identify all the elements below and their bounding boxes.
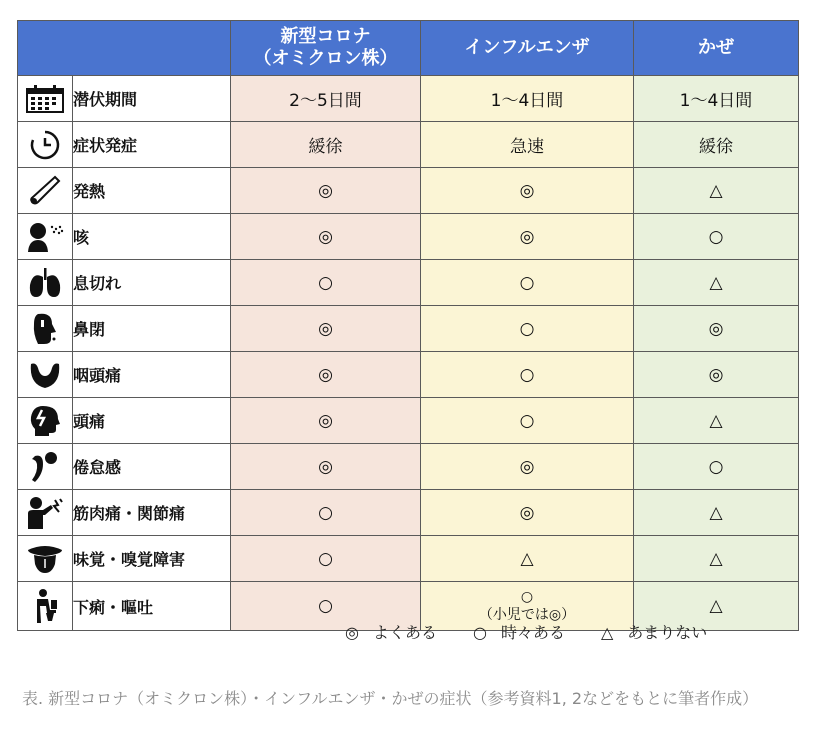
cell-cold: 1〜4日間 — [634, 76, 799, 122]
legend-sometimes-symbol: ○ — [472, 623, 487, 642]
cell-cold: △ — [634, 582, 799, 631]
row-label: 潜伏期間 — [73, 76, 231, 122]
legend — [345, 620, 707, 643]
cough-icon — [25, 221, 65, 253]
row-label: 咳 — [73, 214, 231, 260]
legend-often-label: よくある — [372, 623, 437, 642]
table-row — [18, 306, 799, 352]
cell-covid: ○ — [231, 260, 421, 306]
cell-flu: △ — [421, 536, 634, 582]
row-label: 筋肉痛・関節痛 — [73, 490, 231, 536]
cell-flu-value: ○ — [520, 589, 534, 605]
header-blank — [18, 21, 231, 76]
header-flu: インフルエンザ — [421, 21, 634, 76]
tongue-icon — [26, 544, 64, 574]
cell-flu: ◎ — [421, 214, 634, 260]
cell-flu-note: （小児では◎） — [478, 607, 576, 623]
cell-cold: 緩徐 — [634, 122, 799, 168]
cell-flu: ○ — [421, 306, 634, 352]
throat-icon — [28, 360, 62, 390]
cell-flu: ○ — [421, 398, 634, 444]
cell-covid: ◎ — [231, 352, 421, 398]
table-row — [18, 122, 799, 168]
toilet-icon — [30, 588, 60, 624]
table-row — [18, 168, 799, 214]
cell-cold: ○ — [634, 214, 799, 260]
cell-cold: △ — [634, 398, 799, 444]
row-label: 下痢・嘔吐 — [73, 582, 231, 631]
header-covid-line1: 新型コロナ — [280, 26, 371, 47]
table-row — [18, 398, 799, 444]
cell-cold: ○ — [634, 444, 799, 490]
header-cold: かぜ — [634, 21, 799, 76]
cell-flu: ◎ — [421, 444, 634, 490]
thermometer-icon — [28, 174, 62, 208]
cell-flu: ◎ — [421, 168, 634, 214]
clock-icon — [29, 129, 61, 161]
cell-cold: △ — [634, 260, 799, 306]
legend-often-symbol: ◎ — [345, 623, 359, 642]
legend-sometimes-label: 時々ある — [500, 623, 565, 642]
cell-cold: △ — [634, 490, 799, 536]
table-row — [18, 214, 799, 260]
legend-rarely-label: あまりない — [627, 623, 708, 642]
row-label: 咽頭痛 — [73, 352, 231, 398]
cell-covid: ○ — [231, 582, 421, 631]
row-label: 倦怠感 — [73, 444, 231, 490]
cell-flu: ◎ — [421, 490, 634, 536]
symptom-table — [17, 20, 799, 631]
cell-covid: ◎ — [231, 168, 421, 214]
cell-covid: ◎ — [231, 444, 421, 490]
legend-rarely-symbol: △ — [600, 623, 614, 642]
cell-flu: ○ — [421, 352, 634, 398]
lungs-icon — [27, 267, 63, 299]
cell-flu: 急速 — [421, 122, 634, 168]
cell-cold: △ — [634, 168, 799, 214]
table-row — [18, 76, 799, 122]
cell-cold: ◎ — [634, 306, 799, 352]
table-row — [18, 536, 799, 582]
cell-flu: ○ — [421, 260, 634, 306]
calendar-icon — [26, 85, 64, 113]
table-row — [18, 352, 799, 398]
table-caption: 表. 新型コロナ（オミクロン株）・インフルエンザ・かぜの症状（参考資料1, 2などをもとに筆者作成） — [22, 689, 759, 708]
cell-covid: ◎ — [231, 398, 421, 444]
cell-covid: 緩徐 — [231, 122, 421, 168]
table-row — [18, 444, 799, 490]
cell-covid: ○ — [231, 536, 421, 582]
cell-covid: ◎ — [231, 306, 421, 352]
header-row — [18, 21, 799, 76]
header-covid — [231, 21, 421, 76]
row-label: 味覚・嗅覚障害 — [73, 536, 231, 582]
stuffy-nose-icon — [30, 312, 60, 346]
table-row — [18, 490, 799, 536]
row-label: 息切れ — [73, 260, 231, 306]
headache-icon — [29, 405, 61, 437]
header-covid-line2: （オミクロン株） — [253, 48, 398, 69]
table-row — [18, 260, 799, 306]
cell-covid: ○ — [231, 490, 421, 536]
row-label: 鼻閉 — [73, 306, 231, 352]
cell-covid: 2〜5日間 — [231, 76, 421, 122]
cell-covid: ◎ — [231, 214, 421, 260]
cell-cold: △ — [634, 536, 799, 582]
row-label: 症状発症 — [73, 122, 231, 168]
fatigue-icon — [29, 450, 61, 484]
row-label: 発熱 — [73, 168, 231, 214]
cell-cold: ◎ — [634, 352, 799, 398]
row-label: 頭痛 — [73, 398, 231, 444]
cell-flu: 1〜4日間 — [421, 76, 634, 122]
muscle-pain-icon — [25, 496, 65, 530]
